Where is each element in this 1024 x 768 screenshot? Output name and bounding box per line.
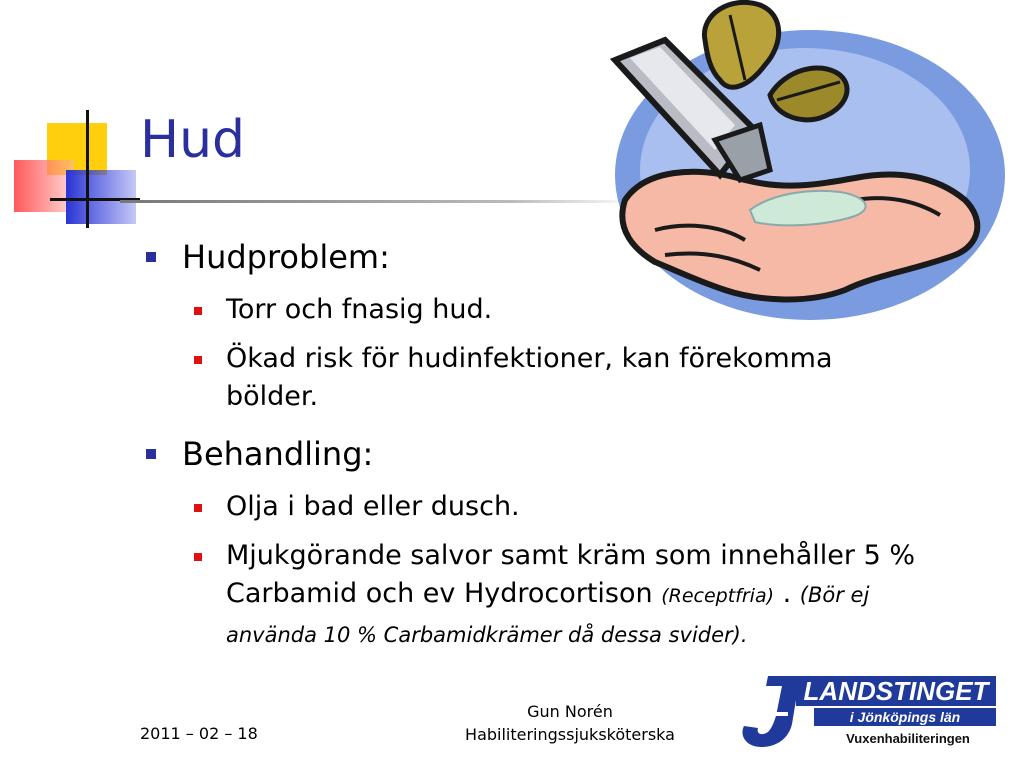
section-heading: Hudproblem: [182, 238, 390, 276]
bullet-square-icon [194, 307, 202, 315]
logo-line2: i Jönköpings län [849, 709, 961, 725]
note-separator: . [774, 578, 800, 609]
landstinget-j-logo [742, 676, 800, 747]
bullet-square-icon [146, 252, 156, 262]
note-receptfria: (Receptfria) [661, 585, 775, 607]
bullet-square-icon [194, 356, 202, 364]
footer-author-block [440, 700, 700, 746]
logo-line1: LANDSTINGET [803, 676, 989, 706]
sub-bullet-text: Olja i bad eller dusch. [226, 491, 520, 522]
sub-bullet-mjukgorande [226, 537, 966, 654]
sub-bullet-text: Ökad risk för hudinfektioner, kan förekomma bölder. [226, 343, 833, 412]
footer-date: 2011 – 02 – 18 [140, 724, 258, 743]
landstinget-logo [740, 672, 1002, 752]
sub-bullet-olja [226, 488, 986, 526]
sub-bullet-okad-risk [226, 340, 916, 416]
logo-line3: Vuxenhabiliteringen [846, 731, 970, 746]
footer-role: Habiliteringssjuksköterska [465, 725, 675, 744]
sub-bullet-text: Mjukgörande salvor samt kräm som innehåller 5 % Carbamid och ev Hydrocortison [226, 540, 916, 609]
footer-author: Gun Norén [527, 702, 613, 721]
slide-title: Hud [140, 110, 246, 170]
bullet-square-icon [146, 449, 156, 459]
bullet-square-icon [194, 553, 202, 561]
section-heading: Behandling: [182, 435, 374, 473]
sub-bullet-torr [226, 291, 986, 329]
bullet-hudproblem [182, 238, 390, 276]
sub-bullet-text: Torr och fnasig hud. [226, 294, 493, 325]
note-bor-ej: (Bör ej använda 10 % Carbamidkrämer då dessa svider). [226, 583, 870, 647]
bullet-square-icon [194, 504, 202, 512]
bullet-behandling [182, 435, 373, 473]
